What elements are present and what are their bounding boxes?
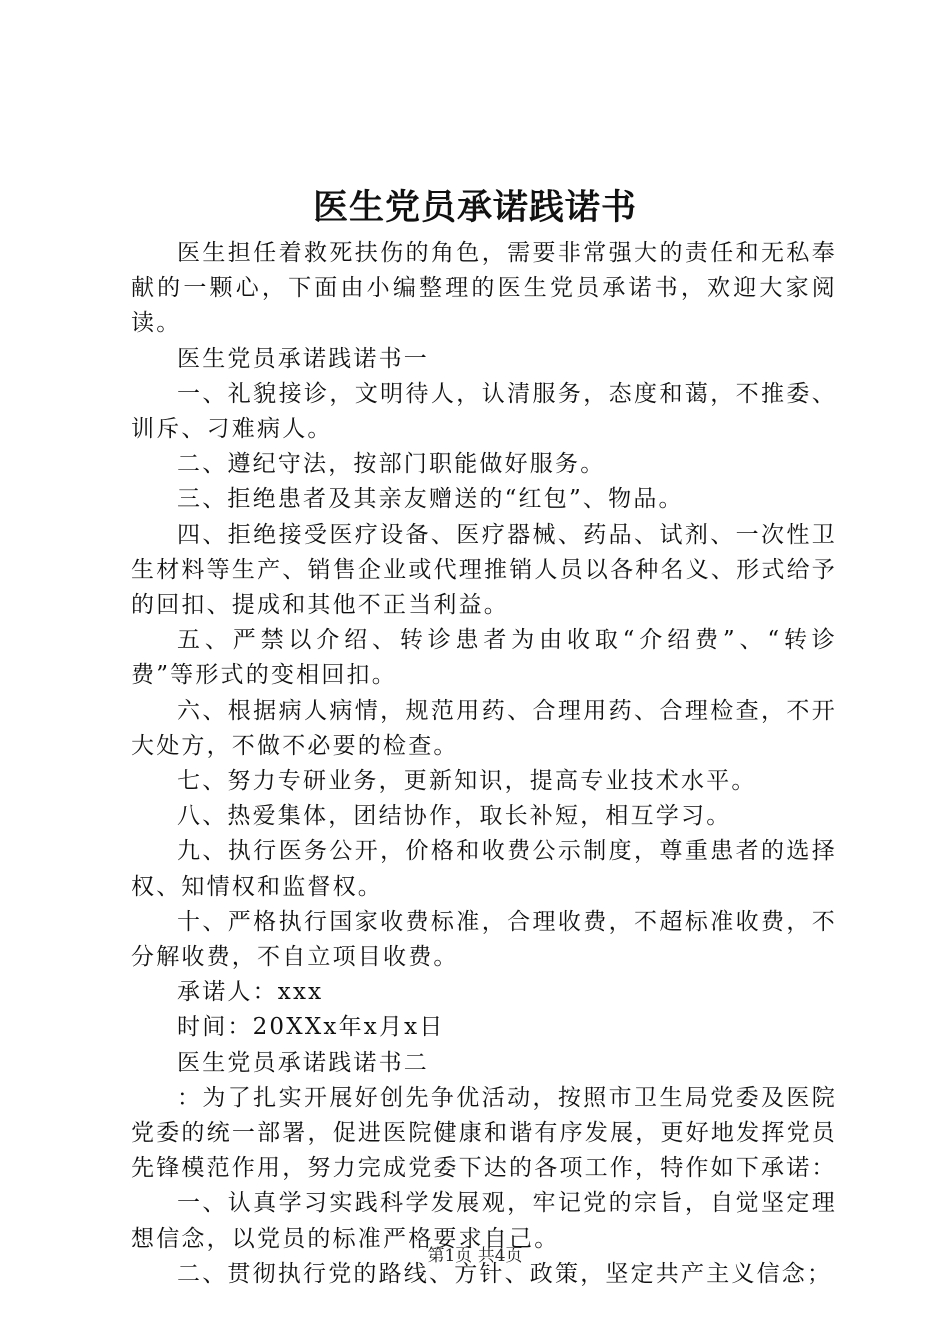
pledge-item-3: 三、拒绝患者及其亲友赠送的“红包”、物品。 (177, 486, 684, 513)
section-two-item-1: 一、认真学习实践科学发展观，牢记党的宗旨，自觉坚定理想信念，以党员的标准严格要求自己。 (131, 1190, 837, 1252)
pledge-item-1: 一、礼貌接诊，文明待人，认清服务，态度和蔼，不推委、训斥、刁难病人。 (131, 380, 837, 443)
pledge-item-7: 七、努力专研业务，更新知识，提高专业技术水平。 (177, 768, 757, 795)
pledge-item-6: 六、根据病人病情，规范用药、合理用药、合理检查，不开大处方，不做不必要的检查。 (131, 697, 837, 759)
pledge-item-5: 五、严禁以介绍、转诊患者为由收取“介绍费”、“转诊费”等形式的变相回扣。 (131, 627, 837, 689)
pledge-item-10: 十、严格执行国家收费标准，合理收费，不超标准收费，不分解收费，不自立项目收费。 (131, 908, 837, 971)
pledge-item-9: 九、执行医务公开，价格和收费公示制度，尊重患者的选择权、知情权和监督权。 (131, 838, 837, 900)
date-line: 时间：20XXx年x月x日 (177, 1014, 445, 1041)
signatory-line: 承诺人：xxx (177, 979, 324, 1006)
pledge-item-2: 二、遵纪守法，按部门职能做好服务。 (177, 451, 606, 478)
section-heading-two: 医生党员承诺践诺书二 (177, 1049, 429, 1076)
pledge-item-8: 八、热爱集体，团结协作，取长补短，相互学习。 (177, 803, 732, 830)
section-two-intro: ：为了扎实开展好创先争优活动，按照市卫生局党委及医院党委的统一部署，促进医院健康和谐有序发展，更好地发挥党员先锋模范作用，努力完成党委下达的各项工作，特作如下承诺： (131, 1084, 837, 1182)
section-two-item-2: 二、贯彻执行党的路线、方针、政策，坚定共产主义信念； (177, 1260, 833, 1287)
intro-paragraph: 医生担任着救死扶伤的角色，需要非常强大的责任和无私奉献的一颗心，下面由小编整理的医生党员承诺书，欢迎大家阅读。 (131, 240, 837, 337)
page-number-footer: 第1页 共4页 (427, 1246, 523, 1266)
section-heading-one: 医生党员承诺践诺书一 (177, 345, 429, 372)
document-title: 医生党员承诺践诺书 (312, 187, 637, 228)
document-body (131, 236, 837, 1292)
pledge-item-4: 四、拒绝接受医疗设备、医疗器械、药品、试剂、一次性卫生材料等生产、销售企业或代理推销人员以各种名义、形式给予的回扣、提成和其他不正当利益。 (131, 521, 837, 619)
